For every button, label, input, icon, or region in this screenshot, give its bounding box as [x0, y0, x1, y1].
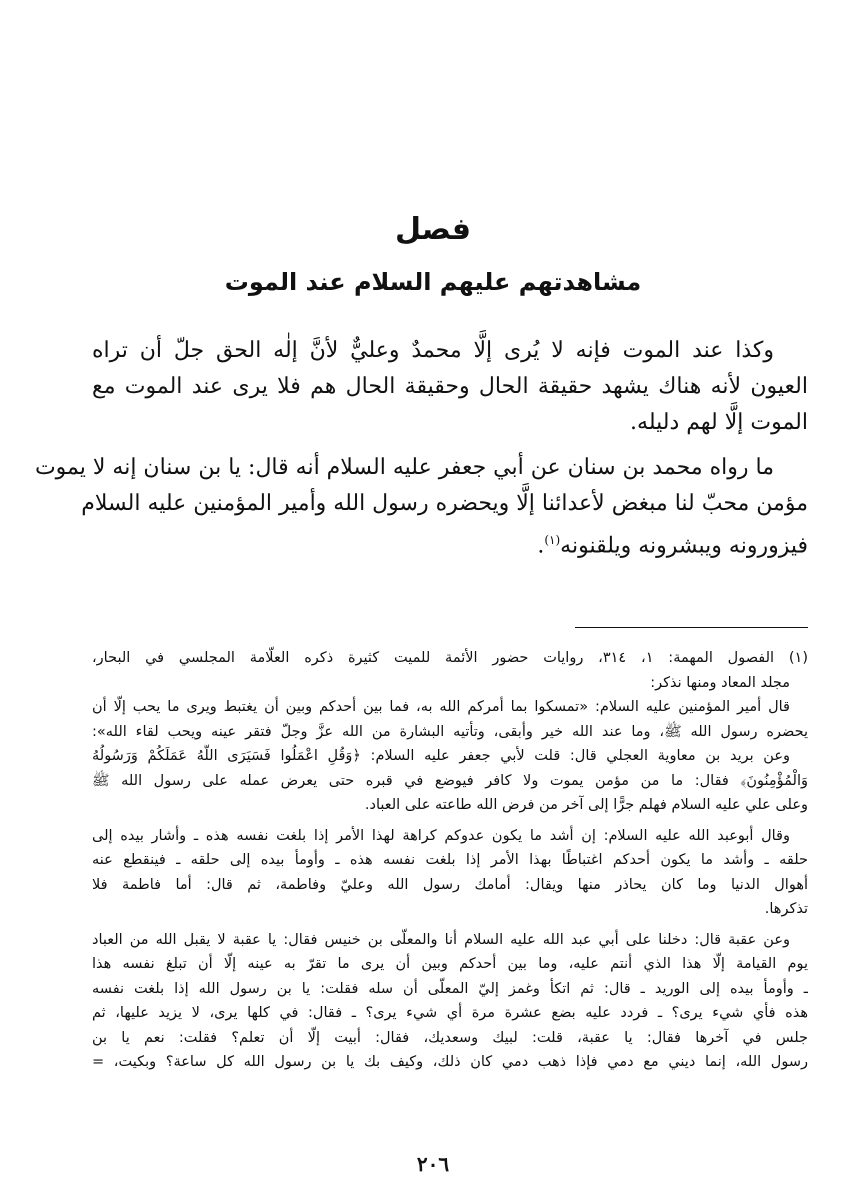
main-text [34, 333, 808, 559]
main-line-text: فيزورونه ويبشرونه ويلقنونه [560, 533, 808, 559]
footnote-line: هذه فأي شيء يرى؟ ـ فردد عليه بضع عشرة مرة أي شيء يرى؟ ـ فقال: في كلها يرى، لا يزيد عليها، ثم [92, 1005, 808, 1021]
footnote-line: ـ وأومأ بيده إلى الوريد ـ قال: ثم اتكأ وغمز إليّ المعلّى أن سله فقلت: يا بن رسول الله إذا بلغت نفسه [92, 980, 808, 997]
footnote-line: وعن عقبة قال: دخلنا على أبي عبد الله عليه السلام أنا والمعلّى بن خنيس فقال: يا عقبة لا يقبل الله من العباد [92, 931, 790, 948]
footnote-line: وعن بريد بن معاوية العجلي قال: قلت لأبي جعفر عليه السلام: ﴿وَقُلِ اعْمَلُوا فَسَيَرَى اللَّهُ عَمَلَكُمْ وَرَسُولُهُ [92, 748, 790, 764]
main-line [92, 522, 808, 558]
footnote-line: حلقه ـ وأشد ما يكون أحدكم اغتباطًا بهذا الأمر إذا بلغت نفسه هذه ـ وأومأ بيده إلى حلقه ـ فينقطع عنه [92, 852, 808, 868]
main-line: مؤمن محبّ لنا مبغض لأعدائنا إلَّا ويحضره رسول الله وأمير المؤمنين عليه السلام [81, 491, 808, 516]
main-line: العيون لأنه هناك يشهد حقيقة الحال وحقيقة الحال هم فلا يرى عند الموت مع [92, 374, 808, 399]
chapter-title: فصل [395, 212, 471, 247]
main-line: ما رواه محمد بن سنان عن أبي جعفر عليه السلام أنه قال: يا بن سنان إنه لا يموت [34, 455, 774, 480]
footnote-separator [575, 627, 808, 628]
footnote-ref: (١) [544, 533, 561, 547]
chapter-subtitle: مشاهدتهم عليهم السلام عند الموت [224, 268, 642, 296]
footnote-line: أهوال الدنيا وما كان يحاذر منها ويقال: أمامك رسول الله وعليّ وفاطمة، ثم قال: أما فاطمة فلا [92, 876, 808, 893]
footnote-line: مجلد المعاد ومنها نذكر: [650, 674, 790, 691]
footnotes [92, 646, 808, 1075]
main-line: الموت إلَّا لهم دليله. [630, 410, 808, 435]
footnote-line: يحضره رسول الله ﷺ، وما عند الله خير وأبقى، وتأتيه البشارة من الله عزَّ وجلّ فتقر عينه ويحب لقاء الله»: [92, 723, 808, 740]
page-number: ٢٠٦ [416, 1152, 450, 1176]
footnote-line: رسول الله، إنما ديني مع دمي فإذا ذهب دمي كان ذلك، وكيف بك يا بن رسول الله كل ساعة؟ وبكيت، = [92, 1054, 808, 1070]
footnote-line: وعلى علي عليه السلام فهلم جرًّا إلى آخر من فرض الله طاعته على العباد. [364, 797, 808, 813]
footnote-line: يوم القيامة إلّا هذا الذي أنتم عليه، وما بين أحدكم وبين أن يرى ما تقرّ به عينه إلّا أن تبلغ نفسه هذا [92, 956, 808, 972]
main-line: وكذا عند الموت فإنه لا يُرى إلَّا محمدٌ وعليٌّ لأنَّ إلٰه الحق جلّ أن تراه [92, 338, 774, 363]
footnote-line: وَالْمُؤْمِنُونَ﴾ فقال: ما من مؤمن يموت ولا كافر فيوضع في قبره حتى يعرض عمله على رسول الله ﷺ [92, 772, 808, 789]
full-stop: . [537, 533, 545, 559]
footnote-line: (١) الفصول المهمة: ١، ٣١٤، روايات حضور الأئمة للميت كثيرة ذكره العلّامة المجلسي في البحار، [92, 650, 808, 666]
footnote-line: قال أمير المؤمنين عليه السلام: «تمسكوا بما أمركم الله به، فما بين أحدكم وبين أن يغتبط ويرى ما يحب إلّا أن [92, 699, 790, 715]
footnote-line: جلس في آخرها فقال: يا عقبة، قلت: لبيك وسعديك، فقال: أبيت إلّا أن تعلم؟ فقلت: نعم يا بن [92, 1029, 808, 1046]
footnote-line: وقال أبوعبد الله عليه السلام: إن أشد ما يكون عدوكم كراهة لهذا الأمر إذا بلغت نفسه هذه ـ وأشار بيده إلى [92, 827, 790, 844]
footnote-line: تذكرها. [764, 901, 808, 917]
